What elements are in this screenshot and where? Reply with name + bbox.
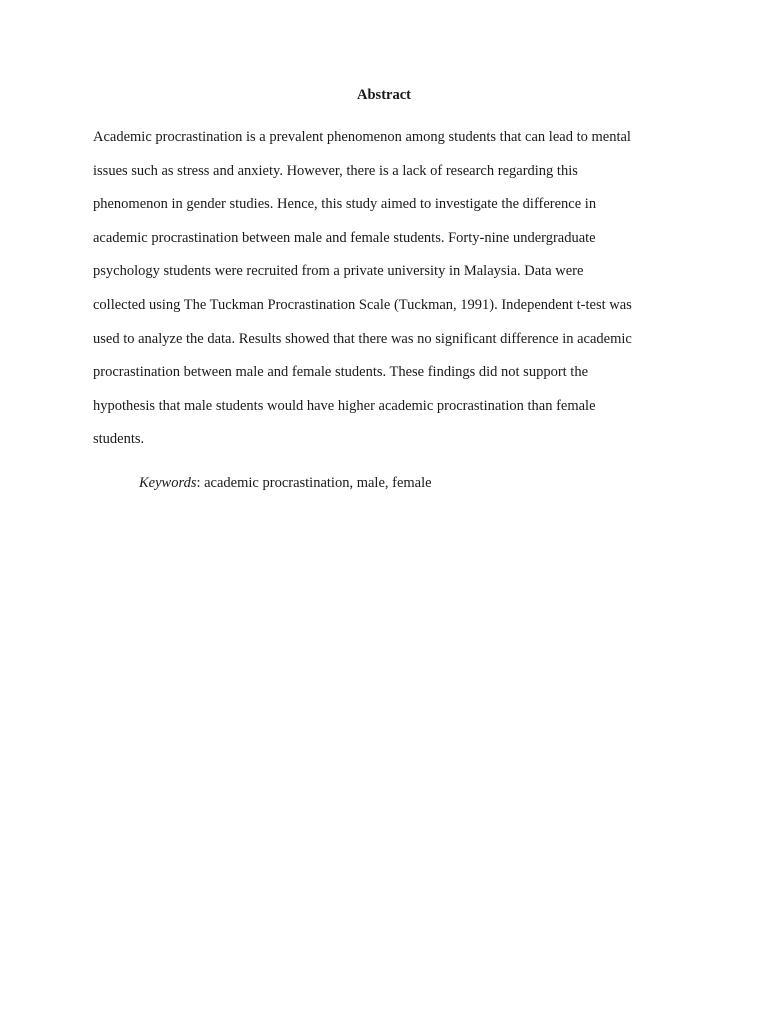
keywords-line — [139, 474, 432, 492]
keywords-label: Keywords — [139, 475, 197, 491]
abstract-line: hypothesis that male students would have higher academic procrastination than female — [93, 397, 596, 414]
abstract-line: issues such as stress and anxiety. However, there is a lack of research regarding this — [93, 162, 578, 179]
abstract-line: psychology students were recruited from a private university in Malaysia. Data were — [93, 263, 584, 280]
abstract-line: phenomenon in gender studies. Hence, this study aimed to investigate the difference in — [93, 196, 597, 213]
abstract-line: academic procrastination between male and female students. Forty-nine undergraduate — [93, 229, 596, 246]
keywords-separator: : — [196, 475, 201, 491]
abstract-line: collected using The Tuckman Procrastination Scale (Tuckman, 1991). Independent t-test was — [93, 296, 632, 313]
abstract-line: students. — [93, 431, 145, 448]
abstract-line: Academic procrastination is a prevalent phenomenon among students that can lead to mental — [93, 129, 631, 145]
abstract-line: used to analyze the data. Results showed that there was no significant difference in academic — [93, 330, 632, 347]
abstract-body — [93, 128, 693, 464]
abstract-line: procrastination between male and female students. These findings did not support the — [93, 364, 589, 381]
abstract-heading: Abstract — [357, 87, 411, 103]
keywords-value: academic procrastination, male, female — [200, 475, 432, 491]
